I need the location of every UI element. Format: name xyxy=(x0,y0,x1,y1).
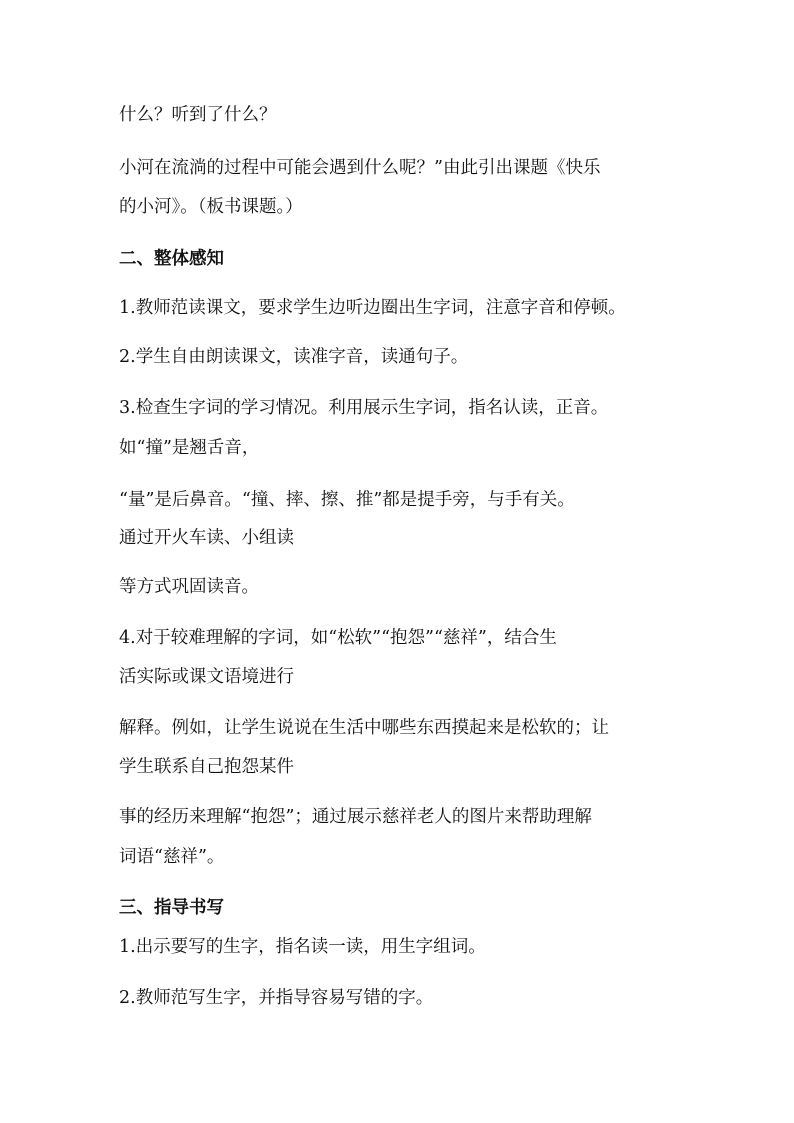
paragraph-line: 1.出示要写的生字，指名读一读，用生字组词。 xyxy=(119,937,486,957)
paragraph-line: 通过开火车读、小组读 xyxy=(119,528,294,548)
paragraph-line: 什么？听到了什么？ xyxy=(119,105,277,125)
paragraph-line: 2.教师范写生字，并指导容易写错的字。 xyxy=(119,988,434,1008)
paragraph-line: 解释。例如，让学生说说在生活中哪些东西摸起来是松软的；让 xyxy=(119,718,609,738)
paragraph-line: 学生联系自己抱怨某件 xyxy=(119,757,294,777)
paragraph-line: 词语“慈祥”。 xyxy=(119,847,225,867)
paragraph-line: 小河在流淌的过程中可能会遇到什么呢？”由此引出课题《快乐 xyxy=(119,158,601,178)
paragraph-line: “量”是后鼻音。“撞、摔、擦、推”都是提手旁，与手有关。 xyxy=(119,490,575,510)
section-heading: 二、整体感知 xyxy=(119,249,224,269)
paragraph-line: 活实际或课文语境进行 xyxy=(119,667,294,687)
paragraph-line: 2.学生自由朗读课文，读准字音，读通句子。 xyxy=(119,347,469,367)
paragraph-line: 1.教师范读课文，要求学生边听边圈出生字词，注意字音和停顿。 xyxy=(119,298,626,318)
paragraph-line: 事的经历来理解“抱怨”；通过展示慈祥老人的图片来帮助理解 xyxy=(119,807,592,827)
paragraph-line: 等方式巩固读音。 xyxy=(119,577,259,597)
paragraph-line: 的小河》。（板书课题。） xyxy=(119,197,303,217)
paragraph-line: 如“撞”是翘舌音， xyxy=(119,438,260,458)
section-heading: 三、指导书写 xyxy=(119,898,224,918)
paragraph-line: 4.对于较难理解的字词，如“松软”“抱怨”“慈祥”，结合生 xyxy=(119,628,557,648)
paragraph-line: 3.检查生字词的学习情况。利用展示生字词，指名认读，正音。 xyxy=(119,398,609,418)
